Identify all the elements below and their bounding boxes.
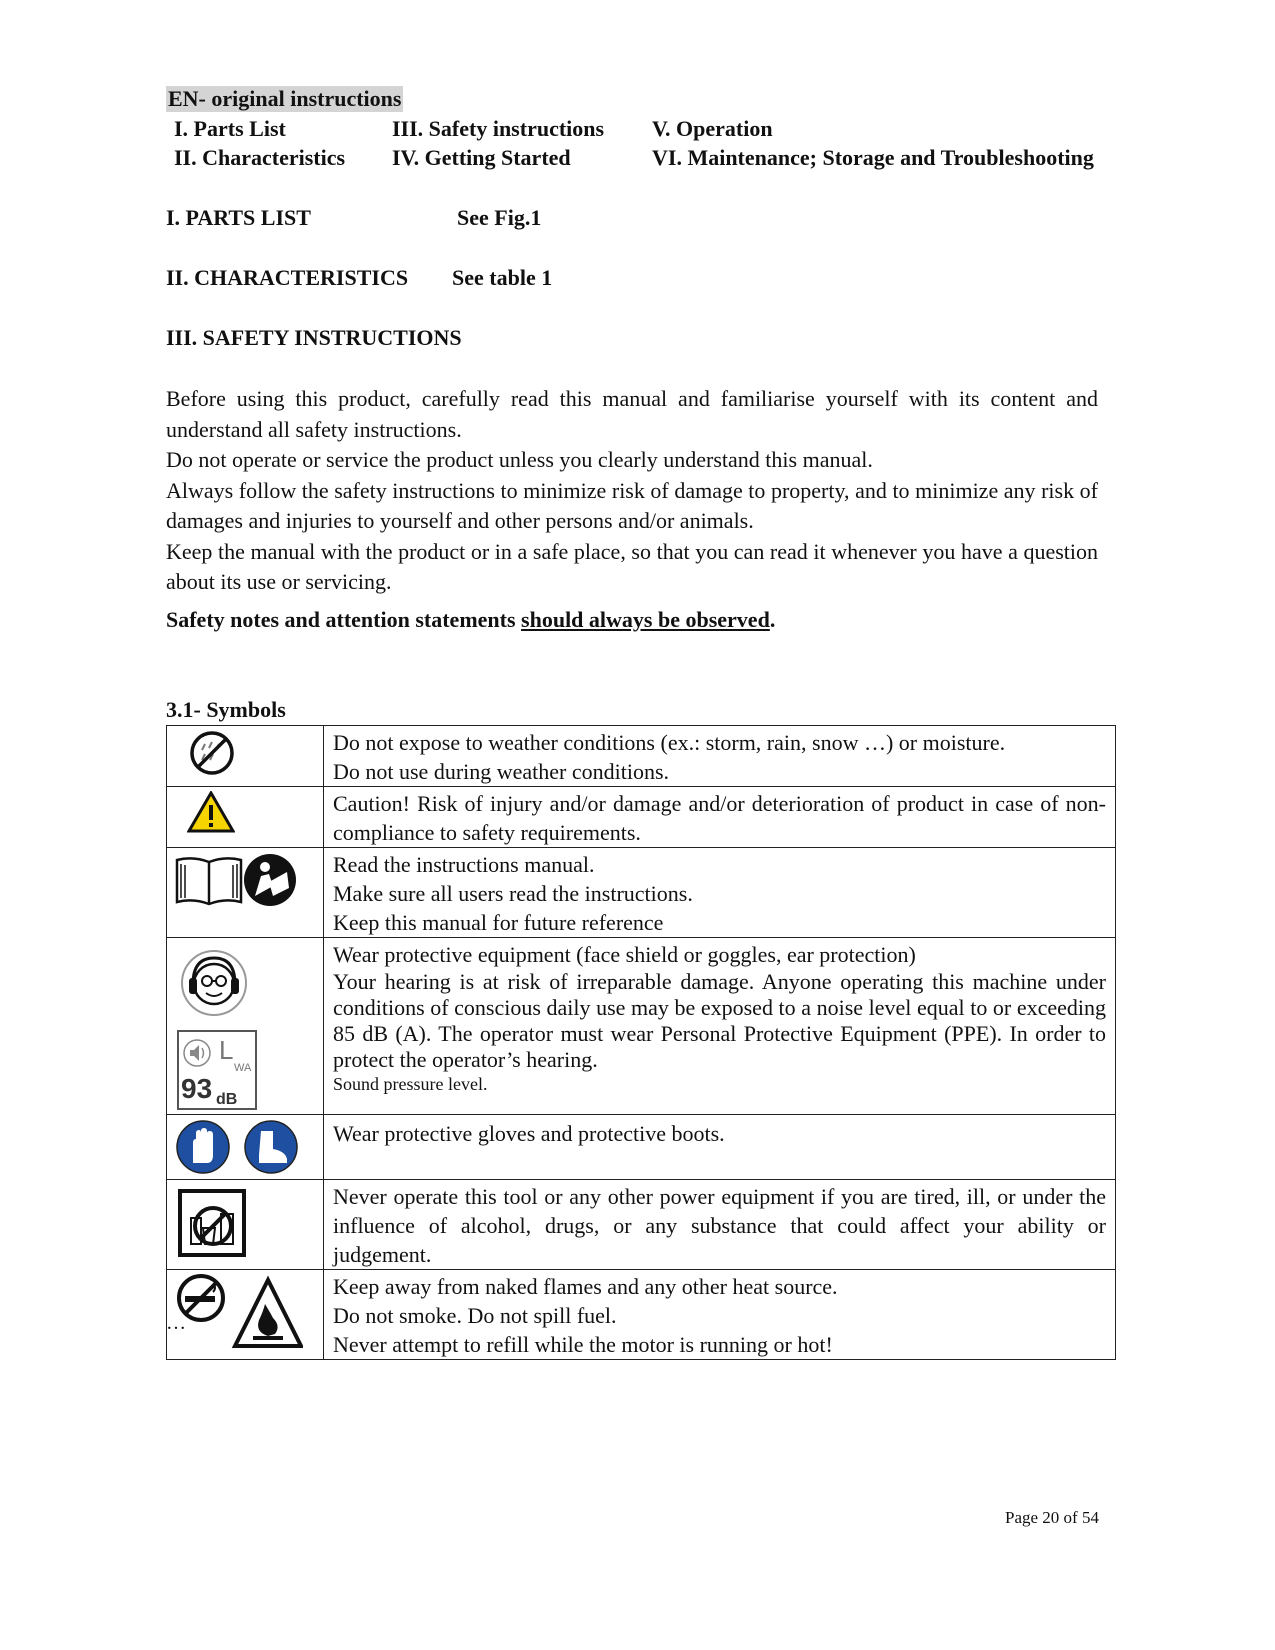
table-row <box>167 1115 1116 1180</box>
symbol-description: Wear protective equipment (face shield or goggles, ear protection) Your hearing is at risk of irreparable damage. Anyone operating this machine under conditions of conscious daily use may be exposed to a noise level equal to or exceeding 85 dB (A). The operator must wear Personal Protective Equipment (PPE). In order to protect the operator’s hearing. Sound pressure level. <box>324 938 1116 1115</box>
document-page <box>166 86 1116 1357</box>
symbol-cell <box>167 726 324 787</box>
symbol-cell <box>167 787 324 848</box>
symbol-cell <box>167 1180 324 1270</box>
no-alcohol-drugs-icon <box>177 1188 247 1258</box>
table-row <box>167 1180 1116 1270</box>
continuation-ellipsis: … <box>166 1312 186 1334</box>
toc-item: V. Operation <box>652 116 773 141</box>
symbol-cell <box>167 1270 324 1360</box>
intro-paragraph: Always follow the safety instructions to minimize risk of damage to property, and to minimize any risk of damages and injuries to yourself and other persons and/or animals. <box>166 477 1098 533</box>
symbols-table <box>166 725 1116 1360</box>
speaker-icon <box>182 1038 212 1068</box>
intro-paragraph: Keep the manual with the product or in a safe place, so that you can read it whenever you have a question about its use or servicing. <box>166 538 1098 594</box>
symbol-description: Keep away from naked flames and any other heat source. Do not smoke. Do not spill fuel. Never attempt to refill while the motor is running or hot! <box>324 1270 1116 1360</box>
section-title-parts-list: I. PARTS LIST <box>166 205 311 230</box>
symbol-cell <box>167 938 324 1115</box>
table-row <box>167 938 1116 1115</box>
lwa-unit: dB <box>216 1091 238 1108</box>
toc-item: VI. Maintenance; Storage and Troubleshooting <box>652 145 1094 170</box>
section-title-characteristics: II. CHARACTERISTICS <box>166 265 409 290</box>
no-smoking-flammable-icon <box>173 1274 303 1348</box>
characteristics-reference: See table 1 <box>452 265 553 290</box>
lwa-label: L <box>219 1035 234 1065</box>
warning-triangle-icon <box>187 791 235 833</box>
no-rain-icon <box>189 730 235 776</box>
symbol-description: Do not expose to weather conditions (ex.: storm, rain, snow …) or moisture. Do not use during weather conditions. <box>324 726 1116 787</box>
read-manual-icon <box>173 852 299 908</box>
intro-paragraph: Do not operate or service the product unless you clearly understand this manual. <box>166 447 873 472</box>
section-title-safety: III. SAFETY INSTRUCTIONS <box>166 325 462 350</box>
face-ear-protection-icon <box>179 948 249 1018</box>
safety-intro <box>166 384 1098 598</box>
lwa-subscript: WA <box>234 1062 252 1074</box>
table-row <box>167 726 1116 787</box>
language-label: EN- original instructions <box>168 86 402 111</box>
symbols-title: 3.1- Symbols <box>166 697 286 722</box>
symbol-description: Read the instructions manual. Make sure all users read the instructions. Keep this manual for future reference <box>324 848 1116 938</box>
table-row <box>167 848 1116 938</box>
lwa-value: 93 <box>181 1073 213 1104</box>
table-row <box>167 787 1116 848</box>
toc-item: IV. Getting Started <box>392 145 571 170</box>
symbol-description: Wear protective gloves and protective boots. <box>324 1115 1116 1180</box>
gloves-boots-icon <box>173 1119 301 1175</box>
table-of-contents <box>166 114 1116 176</box>
parts-list-reference: See Fig.1 <box>457 205 542 230</box>
safety-note: Safety notes and attention statements should always be observed. <box>166 607 776 632</box>
toc-item: II. Characteristics <box>174 145 346 170</box>
page-number: Page 20 of 54 <box>1005 1508 1099 1527</box>
symbol-cell <box>167 1115 324 1180</box>
symbol-description: Never operate this tool or any other power equipment if you are tired, ill, or under the influence of alcohol, drugs, or any substance that could affect your ability or judgement. <box>324 1180 1116 1270</box>
symbol-cell <box>167 848 324 938</box>
safety-note-emphasis: should always be observed <box>521 607 770 632</box>
table-row <box>167 1270 1116 1360</box>
intro-paragraph: Before using this product, carefully read this manual and familiarise yourself with its content and understand all safety instructions. <box>166 386 1098 442</box>
sound-level-badge <box>177 1030 257 1110</box>
toc-item: III. Safety instructions <box>392 116 605 141</box>
symbol-description: Caution! Risk of injury and/or damage and/or deterioration of product in case of non-compliance to safety requirements. <box>324 787 1116 848</box>
toc-item: I. Parts List <box>174 116 286 141</box>
